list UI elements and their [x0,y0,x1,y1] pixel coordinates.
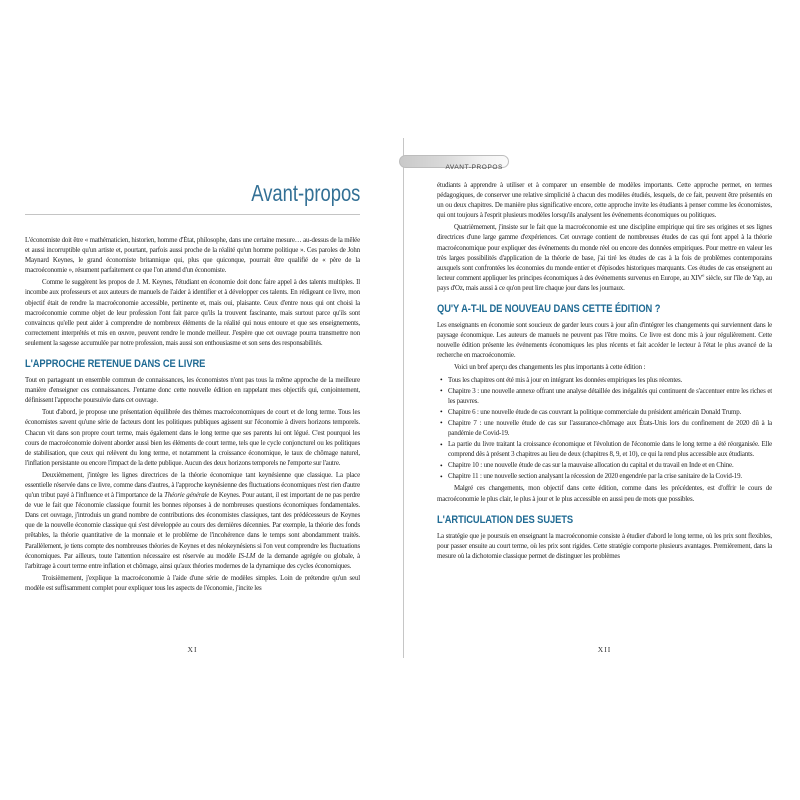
section-heading [437,303,772,315]
list-item: • Chapitre 6 : une nouvelle étude de cas couvrant la politique commerciale du président américain Donald Trump. [448,408,772,418]
running-header-label: AVANT-PROPOS [445,164,503,171]
left-page-body [25,236,360,596]
right-page [437,0,772,800]
title-rule [25,214,360,215]
section-heading-text: L'APPROCHE RETENUE DANS CE LIVRE [25,358,206,371]
page-number: XII [597,645,612,654]
paragraph: Malgré ces changements, mon objectif dans cette édition, comme dans les précédentes, est d'offrir le cours de macroéconomie le plus clair, le plus à jour et le plus accessible en aussi peu de mots que possibles. [437,485,772,503]
chapter-title [25,180,360,206]
page-gutter-divider [403,138,404,658]
edition-changes-list [437,376,772,483]
section-heading [437,514,772,526]
list-item: • Chapitre 11 : une nouvelle section analysant la récession de 2020 engendrée par la crise sanitaire de la Covid-19. [448,472,772,482]
list-item: • La partie du livre traitant la croissance économique et l'évolution de l'économie dans le long terme a été réorganisée. Elle comprend dès à présent 3 chapitres au lieu de deux (chapitres 8, 9, et 10), ce qui la rend plus accessible aux étudiants. [448,440,772,460]
chapter-title-text: Avant-propos [250,180,360,206]
list-item: • Chapitre 7 : une nouvelle étude de cas sur l'assurance-chômage aux États-Unis lors du confinement de 2020 dû à la pandémie de Covid-19. [448,419,772,439]
section-heading [25,358,360,370]
list-item: • Chapitre 3 : une nouvelle annexe offrant une analyse détaillée des inégalités qui continuent de s'accentuer entre les riches et les pauvres. [448,387,772,407]
paragraph: étudiants à apprendre à utiliser et à comparer un ensemble de modèles importants. Cette approche permet, en termes pédagogiques, de conserver une relative simplicité à chacun des modèles étudiés, lesquels, de ce fait, peuvent être présentés en un ou deux chapitres. De manière plus significative encore, cette approche invite les étudiants à penser comme les économistes, qui ont toujours à l'esprit plusieurs modèles lorsqu'ils analysent les événements économiques ou politiques. [437,182,772,220]
paragraph: Troisièmement, j'explique la macroéconomie à l'aide d'une série de modèles simples. Loin de prétendre qu'un seul modèle est suffisamment complet pour expliquer tous les aspects de l'économie, j'incite les [25,574,360,592]
paragraph: Comme le suggèrent les propos de J. M. Keynes, l'étudiant en économie doit donc faire appel à des talents multiples. Il incombe aux professeurs et aux auteurs de manuels de l'aider à identifier et à développer ces talents. En rédigeant ce livre, mon objectif était de rendre la macroéconomie accessible, pertinente et, mais oui, plaisante. Ceux d'entre nous qui ont choisi la macroéconomie comme objet de leur profession l'ont fait parce qu'ils la trouvent fascinante, mais surtout parce qu'ils sont convaincus qu'elle peut aider à comprendre de nombreux éléments de la réalité qui nous entoure et que ses enseignements, correctement interprétés et mis en œuvre, peuvent rendre le monde meilleur. J'espère que cet ouvrage pourra transmettre non seulement la sagesse accumulée par notre profession, mais aussi son enthousiasme et son sens des responsabilités. [25,279,360,347]
paragraph: Tout d'abord, je propose une présentation équilibrée des thèmes macroéconomiques de court et de long terme. Tous les économistes savent qu'une série de facteurs dont les politiques publiques agissent sur l'économie à divers horizons temporels. Chacun vit dans son propre court terme, mais également dans le long terme que ses parents lui ont légué. C'est pourquoi les cours de macroéconomie doivent aborder aussi bien les éléments de court terme, tels que le cycle conjoncturel ou les politiques de stabilisation, que ceux qui relèvent du long terme, et notamment la croissance économique, le taux de chômage naturel, l'inflation persistante ou encore l'impact de la dette publique. Aucun des deux horizons temporels ne l'emporte sur l'autre. [25,409,360,467]
list-item: • Chapitre 10 : une nouvelle étude de cas sur la mauvaise allocation du capital et du travail en Inde et en Chine. [448,461,772,471]
paragraph: Les enseignants en économie sont soucieux de garder leurs cours à jour afin d'intégrer les changements qui surviennent dans le paysage économique. Les auteurs de manuels ne peuvent pas l'être moins. Ce livre est donc mis à jour régulièrement. Cette nouvelle édition présente les événements économiques les plus récents et fait accéder le lecteur à l'état le plus avancé de la recherche en macroéconomie. [437,322,772,360]
paragraph: Deuxièmement, j'intègre les lignes directrices de la théorie économique tant keynésienne que classique. La place essentielle réservée dans ce livre, comme dans d'autres, à l'approche keynésienne des fluctuations économiques n'est rien d'autre qu'un tribut payé à l'influence et à l'importance de la Théorie générale de Keynes. Pour autant, il est important de ne pas perdre de vue le fait que l'économie classique fournit les bonnes réponses à de nombreuses questions économiques fondamentales. Dans cet ouvrage, j'introduis un grand nombre de contributions des économistes classiques, tant des prédécesseurs de Keynes que de la nouvelle économie classique qui s'est développée au cours des dernières décennies. Par exemple, la théorie des fonds prêtables, la théorie quantitative de la monnaie et le problème de l'incohérence dans le temps sont abondamment traités. Parallèlement, je tiens compte des nombreuses théories de Keynes et des néokeynésiens si l'on veut comprendre les fluctuations économiques. Par ailleurs, toute l'attention nécessaire est réservée au modèle IS-LM de la demande agrégée ou globale, à l'arbitrage à court terme entre inflation et chômage, ainsi qu'aux théories modernes de la dynamique des cycles économiques. [25,471,360,570]
paragraph: La stratégie que je poursuis en enseignant la macroéconomie consiste à étudier d'abord le long terme, où les prix sont flexibles, pour passer ensuite au court terme, où les prix sont rigides. Cette stratégie comporte plusieurs avantages. Premièrement, dans la mesure où la dichotomie classique permet de distinguer les problèmes [437,532,772,560]
paragraph: Voici un bref aperçu des changements les plus importants à cette édition : [454,364,646,372]
section-heading-text: QU'Y A-T-IL DE NOUVEAU DANS CETTE ÉDITION ? [437,303,661,316]
page-number: XI [187,645,198,654]
paragraph: L'économiste doit être « mathématicien, historien, homme d'État, philosophe, dans une certaine mesure… au-dessus de la mêlée et aussi incorruptible qu'un artiste et, pourtant, parfois aussi proche de la réalité qu'un homme politique ». Ces paroles de John Maynard Keynes, le grand économiste britannique qui, plus que quiconque, pourrait être qualifié de « père de la macroéconomie », résument parfaitement ce que l'on attend d'un économiste. [25,237,360,275]
list-item: • Tous les chapitres ont été mis à jour en intégrant les données empiriques les plus récentes. [448,376,772,386]
right-page-body [437,181,772,564]
section-heading-text: L'ARTICULATION DES SUJETS [437,513,574,526]
paragraph: Tout en partageant un ensemble commun de connaissances, les économistes n'ont pas tous la même approche de la meilleure manière d'enseigner ces connaissances. J'entame donc cette nouvelle édition en rappelant mes objectifs qui, conjointement, définissent l'approche poursuivie dans cet ouvrage. [25,377,360,405]
paragraph: Quatrièmement, j'insiste sur le fait que la macroéconomie est une discipline empirique qui tire ses origines et ses lignes directrices d'une large gamme d'expériences. Cet ouvrage contient de nombreuses études de cas qui font appel à la théorie macroéconomique pour expliquer des événements du monde réel ou encore des données empiriques. Pour mettre en valeur les très larges possibilités d'application de la théorie de base, j'ai tiré les études de cas à la fois de problèmes contemporains auxquels sont confrontées les économies du monde entier et d'épisodes historiques marquants. Ces études de cas enseignent au lecteur comment appliquer les principes économiques à des événements survenus en Europe, au XIVe siècle, sur l'île de Yap, au pays d'Oz, mais aussi à ce qu'on peut lire chaque jour dans les journaux. [437,224,772,292]
left-page [25,0,360,800]
